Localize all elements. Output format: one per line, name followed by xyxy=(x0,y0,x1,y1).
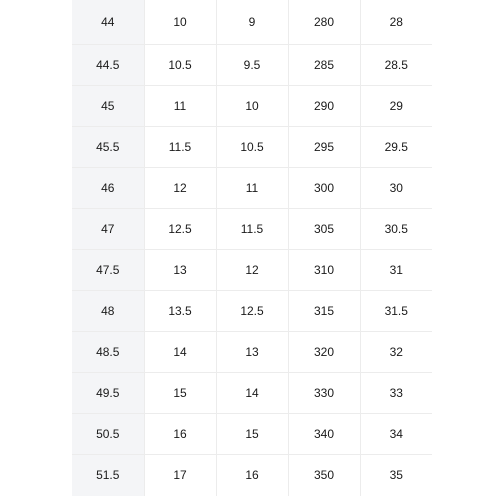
table-cell: 31 xyxy=(360,249,432,290)
table-cell: 28.5 xyxy=(360,44,432,85)
table-row xyxy=(72,331,432,372)
table-cell: 10 xyxy=(216,85,288,126)
table-cell: 13.5 xyxy=(144,290,216,331)
table-cell: 46 xyxy=(72,167,144,208)
table-cell: 12 xyxy=(216,249,288,290)
table-cell: 48.5 xyxy=(72,331,144,372)
table-cell: 16 xyxy=(216,454,288,496)
table-cell: 51.5 xyxy=(72,454,144,496)
table-cell: 29.5 xyxy=(360,126,432,167)
table-cell: 15 xyxy=(216,413,288,454)
table-cell: 330 xyxy=(288,372,360,413)
table-row xyxy=(72,126,432,167)
table-cell: 47.5 xyxy=(72,249,144,290)
table-cell: 30.5 xyxy=(360,208,432,249)
table-cell: 45 xyxy=(72,85,144,126)
table-cell: 44 xyxy=(72,0,144,44)
table-cell: 14 xyxy=(144,331,216,372)
table-cell: 12.5 xyxy=(144,208,216,249)
table-cell: 10 xyxy=(144,0,216,44)
table-cell: 31.5 xyxy=(360,290,432,331)
table-cell: 32 xyxy=(360,331,432,372)
table-cell: 12 xyxy=(144,167,216,208)
table-row xyxy=(72,44,432,85)
table-cell: 30 xyxy=(360,167,432,208)
table-cell: 300 xyxy=(288,167,360,208)
table-row xyxy=(72,85,432,126)
table-row xyxy=(72,167,432,208)
table-cell: 28 xyxy=(360,0,432,44)
table-cell: 13 xyxy=(216,331,288,372)
table-cell: 29 xyxy=(360,85,432,126)
table-cell: 350 xyxy=(288,454,360,496)
table-cell: 10.5 xyxy=(144,44,216,85)
table-cell: 290 xyxy=(288,85,360,126)
table-cell: 11.5 xyxy=(216,208,288,249)
table-cell: 320 xyxy=(288,331,360,372)
size-chart-table xyxy=(72,0,432,496)
table-cell: 48 xyxy=(72,290,144,331)
table-cell: 34 xyxy=(360,413,432,454)
table-cell: 9.5 xyxy=(216,44,288,85)
table-cell: 14 xyxy=(216,372,288,413)
table-cell: 33 xyxy=(360,372,432,413)
table-cell: 49.5 xyxy=(72,372,144,413)
table-cell: 15 xyxy=(144,372,216,413)
size-chart-body xyxy=(72,0,432,496)
table-row xyxy=(72,249,432,290)
table-cell: 11 xyxy=(216,167,288,208)
table-cell: 310 xyxy=(288,249,360,290)
table-cell: 50.5 xyxy=(72,413,144,454)
table-cell: 305 xyxy=(288,208,360,249)
table-row xyxy=(72,208,432,249)
table-cell: 44.5 xyxy=(72,44,144,85)
table-row xyxy=(72,290,432,331)
table-cell: 295 xyxy=(288,126,360,167)
table-cell: 17 xyxy=(144,454,216,496)
table-cell: 45.5 xyxy=(72,126,144,167)
table-cell: 11.5 xyxy=(144,126,216,167)
table-row xyxy=(72,372,432,413)
table-row xyxy=(72,454,432,496)
table-cell: 340 xyxy=(288,413,360,454)
table-cell: 285 xyxy=(288,44,360,85)
table-row xyxy=(72,413,432,454)
table-cell: 12.5 xyxy=(216,290,288,331)
table-cell: 13 xyxy=(144,249,216,290)
table-cell: 10.5 xyxy=(216,126,288,167)
table-cell: 11 xyxy=(144,85,216,126)
table-cell: 9 xyxy=(216,0,288,44)
table-cell: 35 xyxy=(389,468,403,483)
table-cell: 16 xyxy=(144,413,216,454)
table-cell: 47 xyxy=(72,208,144,249)
table-cell: 280 xyxy=(288,0,360,44)
table-row xyxy=(72,0,432,44)
table-cell: 315 xyxy=(288,290,360,331)
